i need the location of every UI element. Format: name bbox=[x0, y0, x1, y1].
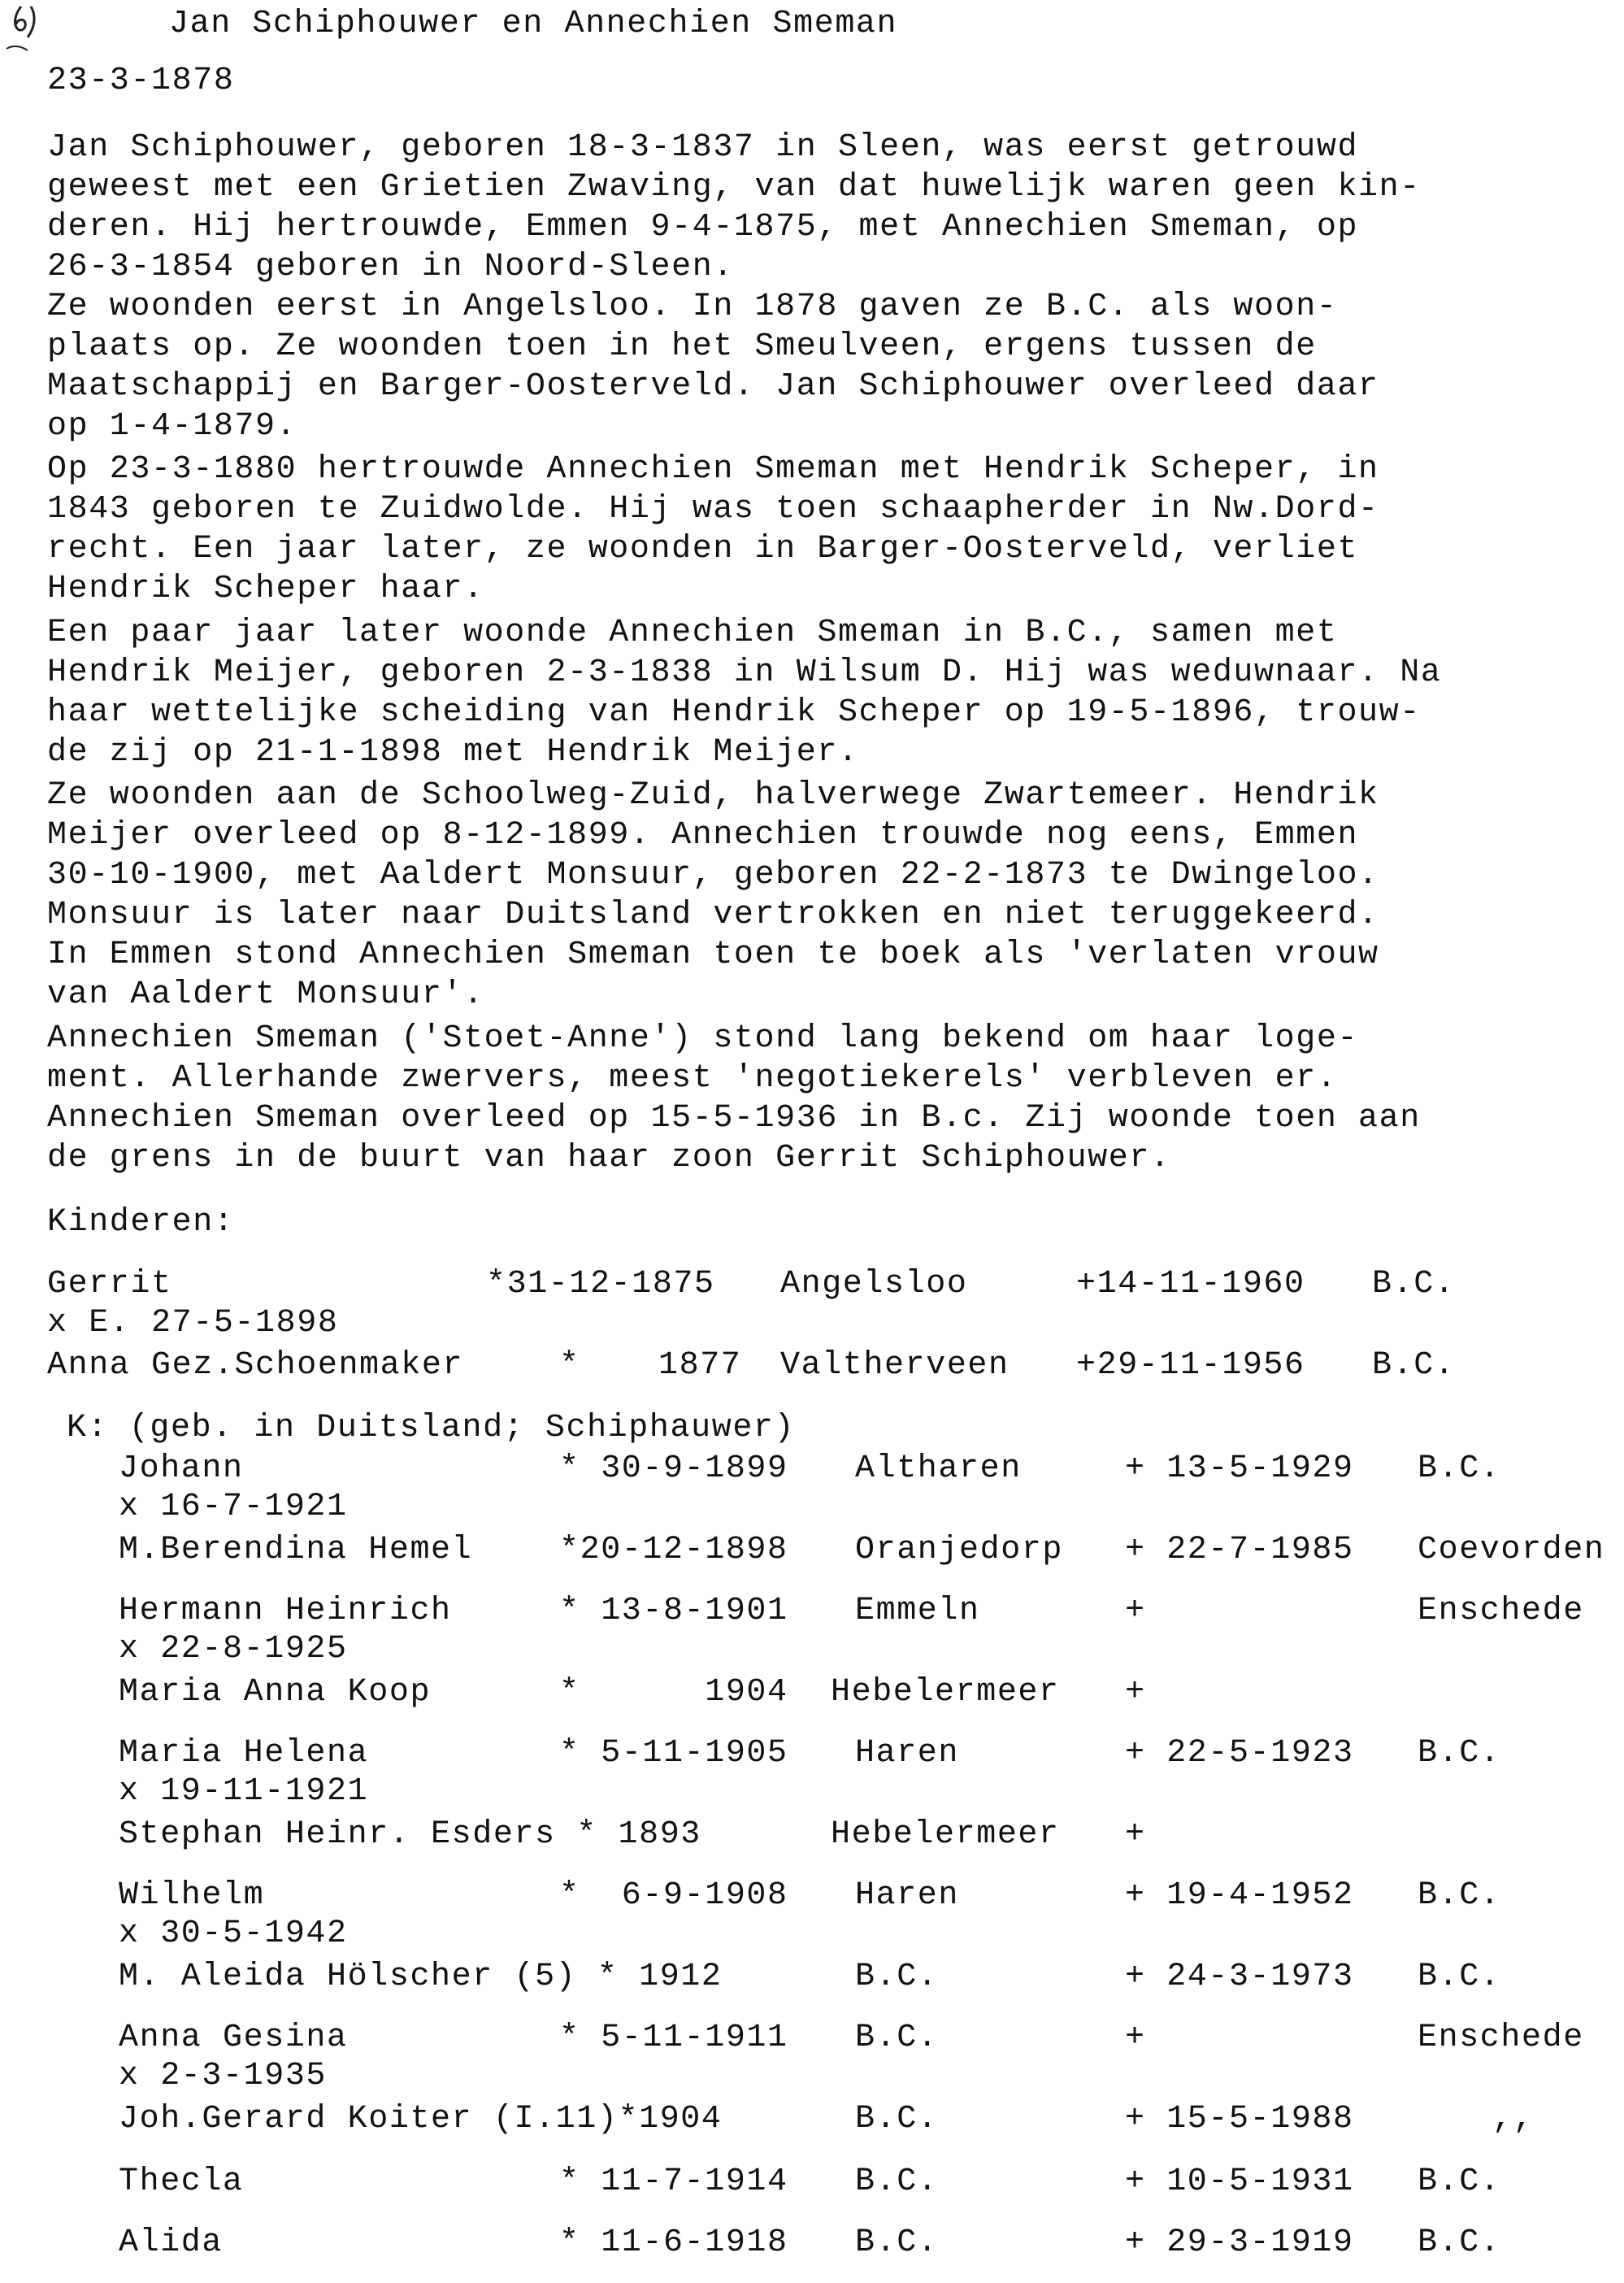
grandchild-spouse: Joh.Gerard Koiter (I.11)*1904 bbox=[119, 2101, 723, 2137]
grandchild-spouse: Stephan Heinr. Esders * 1893 bbox=[119, 1816, 701, 1853]
child-birth: *31-12-1875 bbox=[486, 1266, 715, 1302]
grandchild-death-place: B.C. bbox=[1418, 2163, 1501, 2200]
child-spouse-death-place: B.C. bbox=[1372, 1347, 1456, 1384]
grandchild-death: + 10-5-1931 bbox=[1125, 2163, 1354, 2200]
grandchild-name: Hermann Heinrich bbox=[119, 1593, 452, 1629]
body-line: de grens in de buurt van haar zoon Gerrit Schiphouwer. bbox=[47, 1140, 1171, 1176]
grandchild-death: + bbox=[1125, 2020, 1146, 2056]
grandchild-birth-place: B.C. bbox=[855, 2163, 939, 2200]
child-name: Gerrit bbox=[47, 1266, 172, 1302]
handwritten-page-number bbox=[3, 0, 52, 57]
body-line: geweest met een Grietien Zwaving, van dat huwelijk waren geen kin- bbox=[47, 169, 1421, 206]
child-spouse-birth-place: Valtherveen bbox=[780, 1347, 1010, 1384]
body-line: Jan Schiphouwer, geboren 18-3-1837 in Sleen, was eerst getrouwd bbox=[47, 129, 1359, 166]
grandchildren-heading: K: (geb. in Duitsland; Schiphauwer) bbox=[67, 1410, 796, 1446]
body-line: Hendrik Scheper haar. bbox=[47, 571, 484, 607]
grandchild-marriage: x 22-8-1925 bbox=[119, 1631, 348, 1668]
grandchild-death-place: B.C. bbox=[1418, 2224, 1501, 2261]
grandchild-death-place: Enschede bbox=[1418, 2020, 1584, 2056]
grandchild-birth: * 11-6-1918 bbox=[559, 2224, 788, 2261]
grandchild-death: + 13-5-1929 bbox=[1125, 1450, 1354, 1487]
grandchild-birth: * 5-11-1905 bbox=[559, 1735, 788, 1772]
body-line: In Emmen stond Annechien Smeman toen te boek als 'verlaten vrouw bbox=[47, 937, 1379, 973]
grandchild-spouse-birth: *20-12-1898 bbox=[559, 1532, 788, 1568]
grandchild-spouse: M.Berendina Hemel bbox=[119, 1532, 473, 1568]
grandchild-marriage: x 16-7-1921 bbox=[119, 1489, 348, 1525]
child-death: +14-11-1960 bbox=[1076, 1266, 1305, 1302]
grandchild-name: Wilhelm bbox=[119, 1877, 265, 1914]
grandchild-spouse-death-place: ,, bbox=[1492, 2101, 1535, 2137]
grandchild-birth: * 13-8-1901 bbox=[559, 1593, 788, 1629]
child-birth-place: Angelsloo bbox=[780, 1266, 968, 1302]
grandchild-spouse: M. Aleida Hölscher (5) * 1912 bbox=[119, 1959, 723, 1995]
grandchild-spouse-death-place: B.C. bbox=[1418, 1959, 1501, 1995]
body-line: ment. Allerhande zwervers, meest 'negotiekerels' verbleven er. bbox=[47, 1060, 1338, 1097]
child-spouse: Anna Gez.Schoenmaker bbox=[47, 1347, 464, 1384]
grandchild-death: + bbox=[1125, 1593, 1146, 1629]
document-title: Jan Schiphouwer en Annechien Smeman bbox=[169, 6, 898, 42]
body-line: Ze woonden aan de Schoolweg-Zuid, halverwege Zwartemeer. Hendrik bbox=[47, 777, 1379, 814]
grandchild-spouse-birth-place: B.C. bbox=[855, 1959, 939, 1995]
child-marriage: x E. 27-5-1898 bbox=[47, 1305, 339, 1342]
children-heading: Kinderen: bbox=[47, 1204, 235, 1241]
document-date: 23-3-1878 bbox=[47, 63, 235, 99]
grandchild-name: Johann bbox=[119, 1450, 244, 1487]
grandchild-death-place: Enschede bbox=[1418, 1593, 1584, 1629]
grandchild-birth-place: Haren bbox=[855, 1735, 960, 1772]
svg-text:6): 6) bbox=[7, 55, 8, 56]
body-line: 26-3-1854 geboren in Noord-Sleen. bbox=[47, 249, 734, 285]
grandchild-birth: * 11-7-1914 bbox=[559, 2163, 788, 2200]
grandchild-spouse: Maria Anna Koop bbox=[119, 1674, 432, 1711]
grandchild-birth-place: Altharen bbox=[855, 1450, 1022, 1487]
body-line: Een paar jaar later woonde Annechien Smeman in B.C., samen met bbox=[47, 615, 1338, 651]
child-death-place: B.C. bbox=[1372, 1266, 1456, 1302]
grandchild-spouse-birth-place: Hebelermeer bbox=[831, 1674, 1060, 1711]
child-spouse-birth: 1877 bbox=[658, 1347, 742, 1384]
grandchild-birth: * 5-11-1911 bbox=[559, 2020, 788, 2056]
body-line: recht. Een jaar later, ze woonden in Barger-Oosterveld, verliet bbox=[47, 531, 1359, 567]
grandchild-spouse-death: + bbox=[1125, 1674, 1146, 1711]
body-line: Meijer overleed op 8-12-1899. Annechien trouwde nog eens, Emmen bbox=[47, 817, 1359, 854]
grandchild-birth-place: Haren bbox=[855, 1877, 960, 1914]
grandchild-death: + 19-4-1952 bbox=[1125, 1877, 1354, 1914]
body-line: plaats op. Ze woonden toen in het Smeulveen, ergens tussen de bbox=[47, 328, 1317, 365]
grandchild-death-place: B.C. bbox=[1418, 1877, 1501, 1914]
child-spouse-death: +29-11-1956 bbox=[1076, 1347, 1305, 1384]
grandchild-spouse-birth: * 1904 bbox=[559, 1674, 788, 1711]
body-line: deren. Hij hertrouwde, Emmen 9-4-1875, met Annechien Smeman, op bbox=[47, 209, 1359, 246]
body-line: van Aaldert Monsuur'. bbox=[47, 976, 484, 1013]
grandchild-spouse-death: + 22-7-1985 bbox=[1125, 1532, 1354, 1568]
grandchild-spouse-birth-place: Hebelermeer bbox=[831, 1816, 1060, 1853]
body-line: Ze woonden eerst in Angelsloo. In 1878 gaven ze B.C. als woon- bbox=[47, 289, 1338, 325]
grandchild-death: + 29-3-1919 bbox=[1125, 2224, 1354, 2261]
grandchild-birth: * 6-9-1908 bbox=[559, 1877, 788, 1914]
child-spouse-birth-mark: * bbox=[559, 1347, 580, 1384]
body-line: haar wettelijke scheiding van Hendrik Scheper op 19-5-1896, trouw- bbox=[47, 694, 1421, 731]
grandchild-marriage: x 19-11-1921 bbox=[119, 1773, 369, 1810]
body-line: Hendrik Meijer, geboren 2-3-1838 in Wilsum D. Hij was weduwnaar. Na bbox=[47, 654, 1442, 691]
body-line: Op 23-3-1880 hertrouwde Annechien Smeman met Hendrik Scheper, in bbox=[47, 451, 1379, 488]
grandchild-birth-place: B.C. bbox=[855, 2224, 939, 2261]
grandchild-spouse-death: + 15-5-1988 bbox=[1125, 2101, 1354, 2137]
grandchild-marriage: x 2-3-1935 bbox=[119, 2058, 328, 2094]
grandchild-spouse-birth-place: Oranjedorp bbox=[855, 1532, 1064, 1568]
grandchild-name: Maria Helena bbox=[119, 1735, 369, 1772]
grandchild-death-place: B.C. bbox=[1418, 1735, 1501, 1772]
body-line: Annechien Smeman overleed op 15-5-1936 in B.c. Zij woonde toen aan bbox=[47, 1100, 1421, 1137]
body-line: 30-10-1900, met Aaldert Monsuur, geboren 22-2-1873 te Dwingeloo. bbox=[47, 857, 1379, 894]
grandchild-spouse-birth-place: B.C. bbox=[855, 2101, 939, 2137]
grandchild-birth: * 30-9-1899 bbox=[559, 1450, 788, 1487]
grandchild-spouse-death: + bbox=[1125, 1816, 1146, 1853]
grandchild-name: Thecla bbox=[119, 2163, 244, 2200]
body-line: Maatschappij en Barger-Oosterveld. Jan Schiphouwer overleed daar bbox=[47, 368, 1379, 405]
body-line: Monsuur is later naar Duitsland vertrokken en niet teruggekeerd. bbox=[47, 897, 1379, 933]
grandchild-death-place: B.C. bbox=[1418, 1450, 1501, 1487]
grandchild-birth-place: Emmeln bbox=[855, 1593, 980, 1629]
body-line: de zij op 21-1-1898 met Hendrik Meijer. bbox=[47, 734, 859, 771]
grandchild-birth-place: B.C. bbox=[855, 2020, 939, 2056]
grandchild-name: Anna Gesina bbox=[119, 2020, 348, 2056]
body-line: op 1-4-1879. bbox=[47, 408, 297, 445]
grandchild-spouse-death: + 24-3-1973 bbox=[1125, 1959, 1354, 1995]
grandchild-name: Alida bbox=[119, 2224, 224, 2261]
grandchild-marriage: x 30-5-1942 bbox=[119, 1916, 348, 1952]
grandchild-spouse-death-place: Coevorden bbox=[1418, 1532, 1605, 1568]
body-line: 1843 geboren te Zuidwolde. Hij was toen schaapherder in Nw.Dord- bbox=[47, 491, 1379, 528]
grandchild-death: + 22-5-1923 bbox=[1125, 1735, 1354, 1772]
body-line: Annechien Smeman ('Stoet-Anne') stond lang bekend om haar loge- bbox=[47, 1020, 1359, 1057]
